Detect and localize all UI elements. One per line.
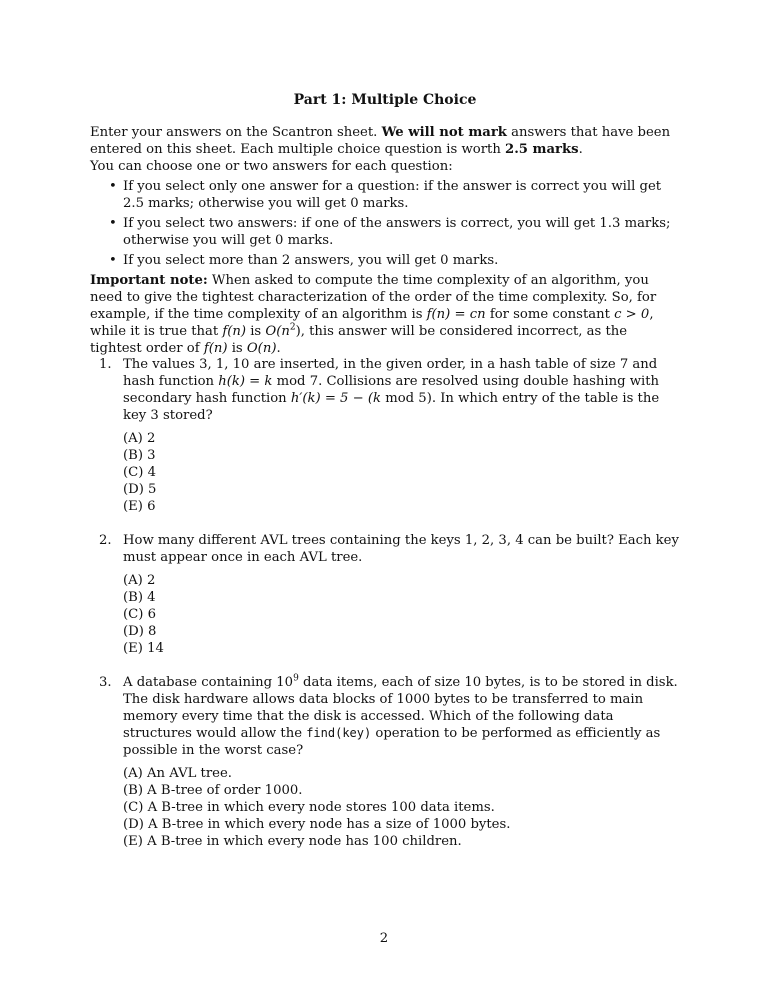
option-a: (A) 2 bbox=[123, 573, 156, 588]
text: is bbox=[227, 341, 247, 356]
option-b: (B) A B-tree of order 1000. bbox=[123, 783, 303, 798]
option-e: (E) A B-tree in which every node has 100 children. bbox=[123, 834, 462, 849]
instructions-paragraph bbox=[90, 124, 680, 158]
text: for some constant bbox=[485, 307, 615, 322]
question-number: 2. bbox=[99, 533, 112, 548]
text: A database containing 10 bbox=[123, 675, 294, 690]
text: answers that have been entered on this sheet. Each multiple choice question is worth bbox=[90, 125, 671, 157]
question-list bbox=[90, 356, 680, 867]
section-title: Part 1: Multiple Choice bbox=[293, 92, 477, 108]
question-number: 3. bbox=[99, 675, 112, 690]
math: h′(k) = 5 − (k bbox=[290, 391, 382, 406]
answer-options bbox=[123, 572, 680, 657]
option-b: (B) 3 bbox=[123, 448, 156, 463]
math: h(k) = k bbox=[218, 374, 273, 389]
text: When asked to compute the time complexity of an algorithm, you need to give the tightest characterization of the order of the time complexity. So, for example, if the time complexity of an algorithm is bbox=[90, 273, 657, 322]
text: Enter your answers on the Scantron sheet. bbox=[90, 125, 382, 140]
math: c > 0 bbox=[614, 307, 650, 322]
math: O(n bbox=[265, 324, 290, 339]
math: f(n) = cn bbox=[426, 307, 486, 322]
rule-item: • If you select more than 2 answers, you will get 0 marks. bbox=[90, 252, 680, 269]
code-text: find(key) bbox=[306, 726, 372, 740]
text: mod 7. Collisions are resolved using double hashing with secondary hash function bbox=[123, 374, 660, 406]
text: The values 3, 1, 10 are inserted, in the given order, in a hash table of size 7 and hash function bbox=[123, 357, 658, 389]
text: . bbox=[276, 341, 281, 356]
math: f(n) bbox=[222, 324, 247, 339]
bold-text: We will not mark bbox=[381, 125, 507, 140]
question-text bbox=[123, 356, 680, 424]
instructions bbox=[90, 124, 680, 357]
option-e: (E) 6 bbox=[123, 499, 156, 514]
question-1 bbox=[90, 356, 680, 515]
choice-rule-intro: You can choose one or two answers for each question: bbox=[90, 159, 453, 174]
text: . bbox=[578, 142, 583, 157]
text: is bbox=[246, 324, 266, 339]
option-d: (D) 5 bbox=[123, 482, 157, 497]
option-c: (C) A B-tree in which every node stores 100 data items. bbox=[123, 800, 495, 815]
rules-list bbox=[90, 178, 680, 269]
question-number: 1. bbox=[99, 357, 112, 372]
answer-options bbox=[123, 430, 680, 515]
option-b: (B) 4 bbox=[123, 590, 156, 605]
option-c: (C) 4 bbox=[123, 465, 156, 480]
option-c: (C) 6 bbox=[123, 607, 156, 622]
text: operation to be performed as efficiently as possible in the worst case? bbox=[123, 726, 661, 758]
question-text: How many different AVL trees containing the keys 1, 2, 3, 4 can be built? Each key must appear once in each AVL tree. bbox=[123, 533, 679, 565]
answer-options bbox=[123, 765, 680, 850]
important-note bbox=[90, 272, 680, 357]
bold-text: 2.5 marks bbox=[505, 142, 579, 157]
superscript: 2 bbox=[289, 322, 296, 333]
option-d: (D) 8 bbox=[123, 624, 157, 639]
text: ) bbox=[295, 324, 301, 339]
question-3 bbox=[90, 674, 680, 850]
math: f(n) bbox=[203, 341, 228, 356]
option-a: (A) An AVL tree. bbox=[123, 766, 232, 781]
option-a: (A) 2 bbox=[123, 431, 156, 446]
text: , this answer will be considered incorrect, as the tightest order of bbox=[90, 324, 628, 356]
rule-item: • If you select only one answer for a question: if the answer is correct you will get 2.5 marks; otherwise you will get 0 marks. bbox=[90, 178, 680, 212]
math: O(n) bbox=[246, 341, 277, 356]
option-e: (E) 14 bbox=[123, 641, 164, 656]
text: , while it is true that bbox=[90, 307, 654, 339]
option-d: (D) A B-tree in which every node has a size of 1000 bytes. bbox=[123, 817, 511, 832]
page-number: 2 bbox=[379, 931, 389, 946]
text: mod 5). In which entry of the table is the key 3 stored? bbox=[123, 391, 660, 423]
question-2 bbox=[90, 532, 680, 657]
superscript: 9 bbox=[293, 673, 299, 684]
note-label: Important note: bbox=[90, 273, 208, 288]
question-text bbox=[123, 674, 680, 759]
text: data items, each of size 10 bytes, is to be stored in disk. The disk hardware allows data blocks of 1000 bytes to be transferred to main memory every time that the disk is accessed. Which of the following data structures would allow the bbox=[123, 675, 678, 741]
rule-item: • If you select two answers: if one of the answers is correct, you will get 1.3 marks; otherwise you will get 0 marks. bbox=[90, 215, 680, 249]
